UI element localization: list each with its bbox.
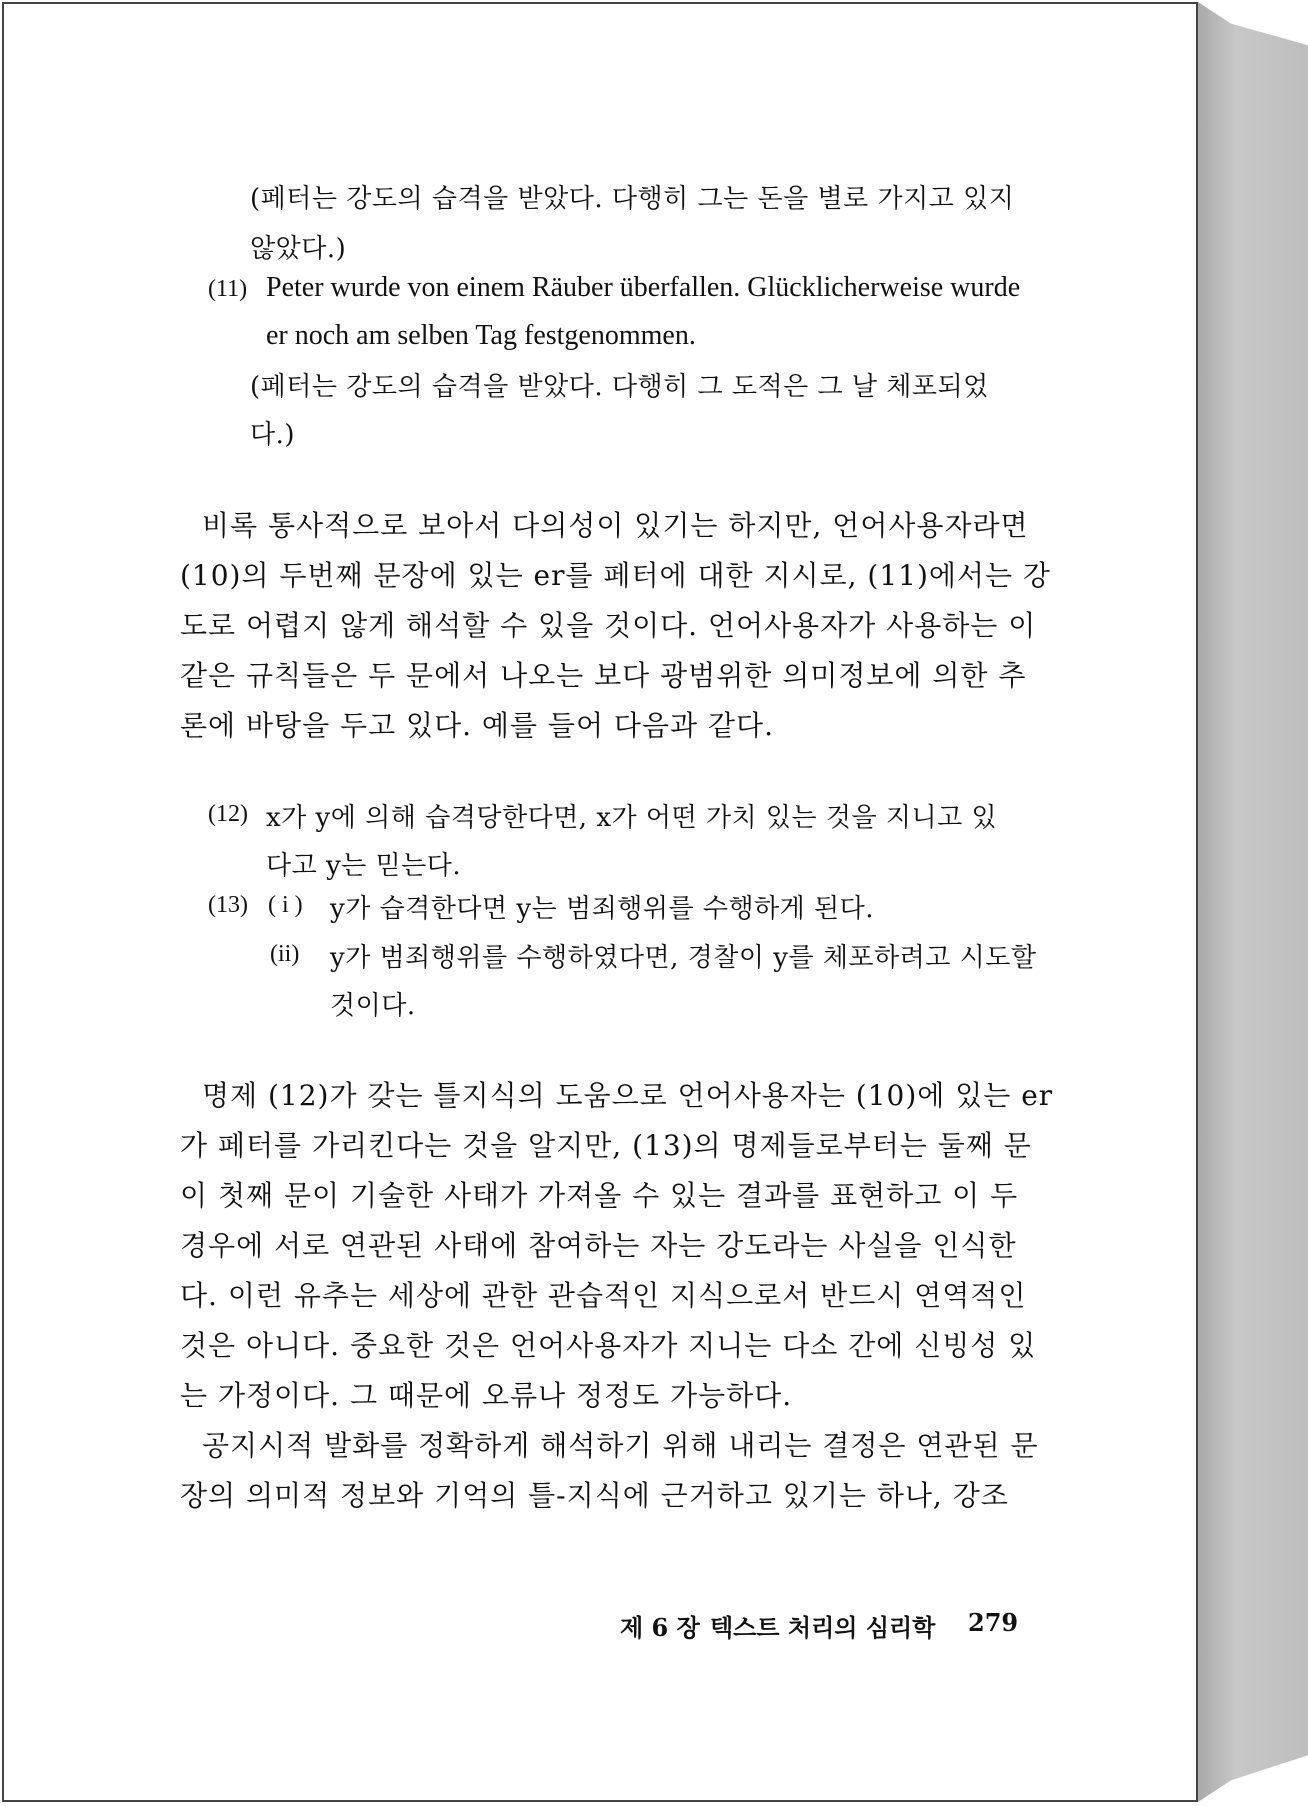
page-edge — [1198, 2, 1308, 1802]
example-10-translation-line: 않았다.) — [250, 234, 347, 264]
example-number: (12) — [208, 801, 248, 827]
paragraph-line: (10)의 두번째 문장에 있는 er를 페터에 대한 지시로, (11)에서는 강 — [180, 559, 1051, 592]
example-10-translation-line: (페터는 강도의 습격을 받았다. 다행히 그는 돈을 별로 가지고 있지 — [250, 184, 1015, 214]
example-11-german-line: Peter wurde von einem Räuber überfallen. Glücklicherweise wurde — [266, 272, 1021, 303]
example-11-german-line: er noch am selben Tag festgenommen. — [266, 320, 696, 351]
page-number: 279 — [968, 1608, 1019, 1637]
example-11-translation-line: (페터는 강도의 습격을 받았다. 다행히 그 도적은 그 날 체포되었 — [250, 372, 989, 402]
footer-chapter: 제 6 장 — [620, 1613, 700, 1642]
paragraph-line: 같은 규칙들은 두 문에서 나오는 보다 광범위한 의미정보에 의한 추 — [180, 659, 1027, 692]
page — [2, 2, 1198, 1802]
paragraph-line: 명제 (12)가 갖는 틀지식의 도움으로 언어사용자는 (10)에 있는 er — [202, 1079, 1054, 1112]
example-12-line: 다고 y는 믿는다. — [266, 851, 462, 881]
paragraph-line: 경우에 서로 연관된 사태에 참여하는 자는 강도라는 사실을 인식한 — [180, 1229, 1017, 1262]
example-13-ii-line: y가 범죄행위를 수행하였다면, 경찰이 y를 체포하려고 시도할 — [330, 943, 1037, 973]
example-number: (13) — [208, 892, 248, 918]
paragraph-line: 도로 어렵지 않게 해석할 수 있을 것이다. 언어사용자가 사용하는 이 — [180, 609, 1037, 642]
paragraph-line: 론에 바탕을 두고 있다. 예를 들어 다음과 같다. — [180, 709, 774, 742]
example-11-translation-line: 다.) — [250, 420, 296, 450]
paragraph-line: 것은 아니다. 중요한 것은 언어사용자가 지니는 다소 간에 신빙성 있 — [180, 1329, 1037, 1362]
paragraph-line: 장의 의미적 정보와 기억의 틀-지식에 근거하고 있기는 하나, 강조 — [180, 1479, 1009, 1512]
paragraph-line: 는 가정이다. 그 때문에 오류나 정정도 가능하다. — [180, 1379, 793, 1412]
example-13-i-marker: ( i ) — [268, 892, 303, 918]
example-13-ii-line: 것이다. — [330, 991, 416, 1021]
example-number: (11) — [208, 276, 248, 302]
paragraph-line: 이 첫째 문이 기술한 사태가 가져올 수 있는 결과를 표현하고 이 두 — [180, 1179, 1019, 1212]
example-13-i-text: y가 습격한다면 y는 범죄행위를 수행하게 된다. — [330, 894, 875, 924]
example-12-line: x가 y에 의해 습격당한다면, x가 어떤 가치 있는 것을 지니고 있 — [266, 803, 998, 833]
paragraph-line: 공지시적 발화를 정확하게 해석하기 위해 내리는 결정은 연관된 문 — [202, 1429, 1039, 1462]
paragraph-line: 다. 이런 유추는 세상에 관한 관습적인 지식으로서 반드시 연역적인 — [180, 1279, 1027, 1312]
footer-title: 텍스트 처리의 심리학 — [710, 1613, 936, 1642]
paragraph-line: 가 페터를 가리킨다는 것을 알지만, (13)의 명제들로부터는 둘째 문 — [180, 1129, 1032, 1162]
paragraph-line: 비록 통사적으로 보아서 다의성이 있기는 하지만, 언어사용자라면 — [202, 509, 1029, 542]
example-13-ii-marker: (ii) — [270, 941, 300, 967]
